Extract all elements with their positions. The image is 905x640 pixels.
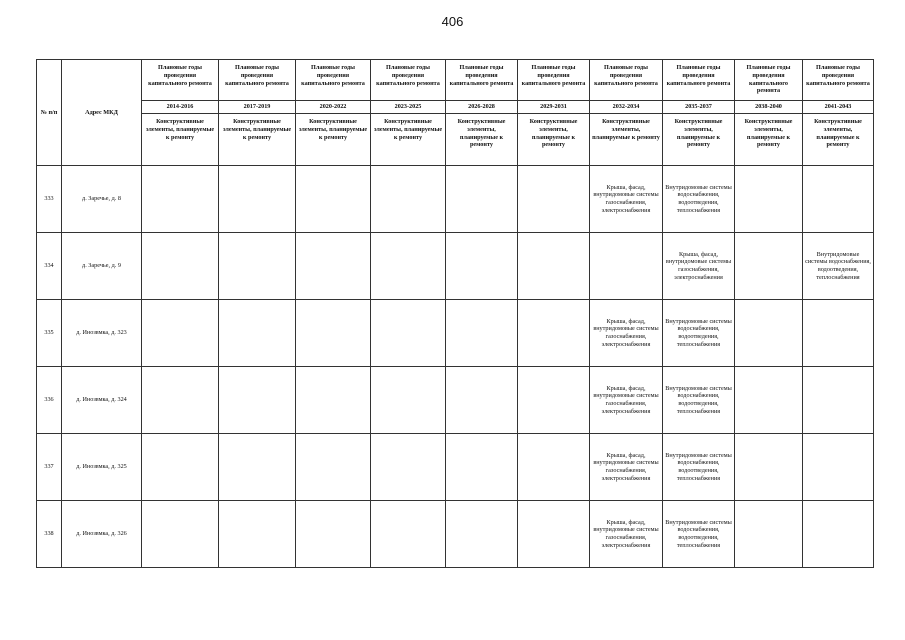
work-cell [735,300,803,367]
page-number: 406 [441,14,464,29]
header-planned-years: Плановые годы проведения капитального ремонта [219,60,296,101]
table-row [37,501,874,568]
table-row [37,434,874,501]
work-cell [219,233,296,300]
header-elements: Конструктивные элементы, планируемые к ремонту [590,114,663,166]
header-elements: Конструктивные элементы, планируемые к ремонту [803,114,874,166]
work-cell [296,233,371,300]
work-cell [142,434,219,501]
row-number: 336 [37,367,62,434]
work-cell [803,501,874,568]
row-number: 337 [37,434,62,501]
header-elements: Конструктивные элементы, планируемые к ремонту [142,114,219,166]
header-period: 2023-2025 [371,101,446,114]
work-cell [142,300,219,367]
row-number: 335 [37,300,62,367]
work-cell: Крыша, фасад, внутридомовые системы газоснабжения, электроснабжения [663,233,735,300]
row-address: д. Инозвмка, д. 324 [62,367,142,434]
header-elements: Конструктивные элементы, планируемые к ремонту [296,114,371,166]
row-address: д. Инозвмка, д. 326 [62,501,142,568]
header-period: 2029-2031 [518,101,590,114]
work-cell [371,233,446,300]
work-cell [803,300,874,367]
work-cell [446,233,518,300]
work-cell [735,367,803,434]
work-cell: Крыша, фасад, внутридомовые системы газоснабжения, электроснабжения [590,434,663,501]
table-row [37,233,874,300]
work-cell [142,166,219,233]
work-cell [371,166,446,233]
work-cell [518,367,590,434]
row-address: д. Заречье, д. 9 [62,233,142,300]
work-cell [446,166,518,233]
work-cell: Внутридомовые системы водоснабжения, водоотведения, теплоснабжения [663,300,735,367]
header-period: 2032-2034 [590,101,663,114]
work-cell [803,434,874,501]
work-cell: Внутридомовые системы водоснабжения, водоотведения, теплоснабжения [663,501,735,568]
work-cell [518,434,590,501]
header-period: 2014-2016 [142,101,219,114]
work-cell [296,367,371,434]
work-cell [518,233,590,300]
work-cell: Крыша, фасад, внутридомовые системы газоснабжения, электроснабжения [590,300,663,367]
table-row [37,367,874,434]
work-cell [803,166,874,233]
header-planned-years: Плановые годы проведения капитального ремонта [446,60,518,101]
row-number: 333 [37,166,62,233]
header-elements: Конструктивные элементы, планируемые к ремонту [663,114,735,166]
table-row [37,300,874,367]
header-period: 2035-2037 [663,101,735,114]
header-elements: Конструктивные элементы, планируемые к ремонту [219,114,296,166]
row-number: 338 [37,501,62,568]
header-period: 2041-2043 [803,101,874,114]
row-number: 334 [37,233,62,300]
work-cell [296,434,371,501]
repair-schedule-table [36,59,874,568]
work-cell: Внутридомовые системы водоснабжения, водоотведения, теплоснабжения [803,233,874,300]
row-address: д. Инозвмка, д. 325 [62,434,142,501]
header-elements: Конструктивные элементы, планируемые к ремонту [735,114,803,166]
work-cell [142,501,219,568]
work-cell [446,434,518,501]
work-cell [219,300,296,367]
work-cell [219,434,296,501]
work-cell [371,300,446,367]
work-cell [296,300,371,367]
work-cell [735,233,803,300]
header-planned-years: Плановые годы проведения капитального ремонта [142,60,219,101]
work-cell [803,367,874,434]
header-planned-years: Плановые годы проведения капитального ремонта [371,60,446,101]
work-cell [735,434,803,501]
header-planned-years: Плановые годы проведения капитального ремонта [735,60,803,101]
work-cell [518,501,590,568]
work-cell [142,367,219,434]
work-cell [735,166,803,233]
header-planned-years: Плановые годы проведения капитального ремонта [803,60,874,101]
work-cell [296,501,371,568]
header-address: Адрес МКД [62,60,142,166]
header-num: № п/п [37,60,62,166]
header-planned-years: Плановые годы проведения капитального ремонта [663,60,735,101]
table-header [37,60,874,166]
work-cell [518,300,590,367]
row-address: д. Инозвмка, д. 323 [62,300,142,367]
work-cell: Крыша, фасад, внутридомовые системы газоснабжения, электроснабжения [590,501,663,568]
work-cell [219,166,296,233]
header-elements: Конструктивные элементы, планируемые к ремонту [371,114,446,166]
header-elements: Конструктивные элементы, планируемые к ремонту [446,114,518,166]
table-body [37,166,874,568]
header-period: 2017-2019 [219,101,296,114]
header-elements: Конструктивные элементы, планируемые к ремонту [518,114,590,166]
work-cell [219,501,296,568]
work-cell: Внутридомовые системы водоснабжения, водоотведения, теплоснабжения [663,166,735,233]
header-planned-years: Плановые годы проведения капитального ремонта [296,60,371,101]
header-period: 2026-2028 [446,101,518,114]
row-address: д. Заречье, д. 8 [62,166,142,233]
work-cell [735,501,803,568]
work-cell [446,300,518,367]
work-cell [590,233,663,300]
work-cell [518,166,590,233]
table-row [37,166,874,233]
work-cell [446,367,518,434]
work-cell: Внутридомовые системы водоснабжения, водоотведения, теплоснабжения [663,434,735,501]
work-cell [371,501,446,568]
header-period: 2038-2040 [735,101,803,114]
header-planned-years: Плановые годы проведения капитального ремонта [518,60,590,101]
work-cell: Внутридомовые системы водоснабжения, водоотведения, теплоснабжения [663,367,735,434]
work-cell [371,434,446,501]
header-period: 2020-2022 [296,101,371,114]
work-cell [446,501,518,568]
work-cell: Крыша, фасад, внутридомовые системы газоснабжения, электроснабжения [590,166,663,233]
header-planned-years: Плановые годы проведения капитального ремонта [590,60,663,101]
work-cell [296,166,371,233]
work-cell [371,367,446,434]
work-cell [142,233,219,300]
work-cell [219,367,296,434]
work-cell: Крыша, фасад, внутридомовые системы газоснабжения, электроснабжения [590,367,663,434]
